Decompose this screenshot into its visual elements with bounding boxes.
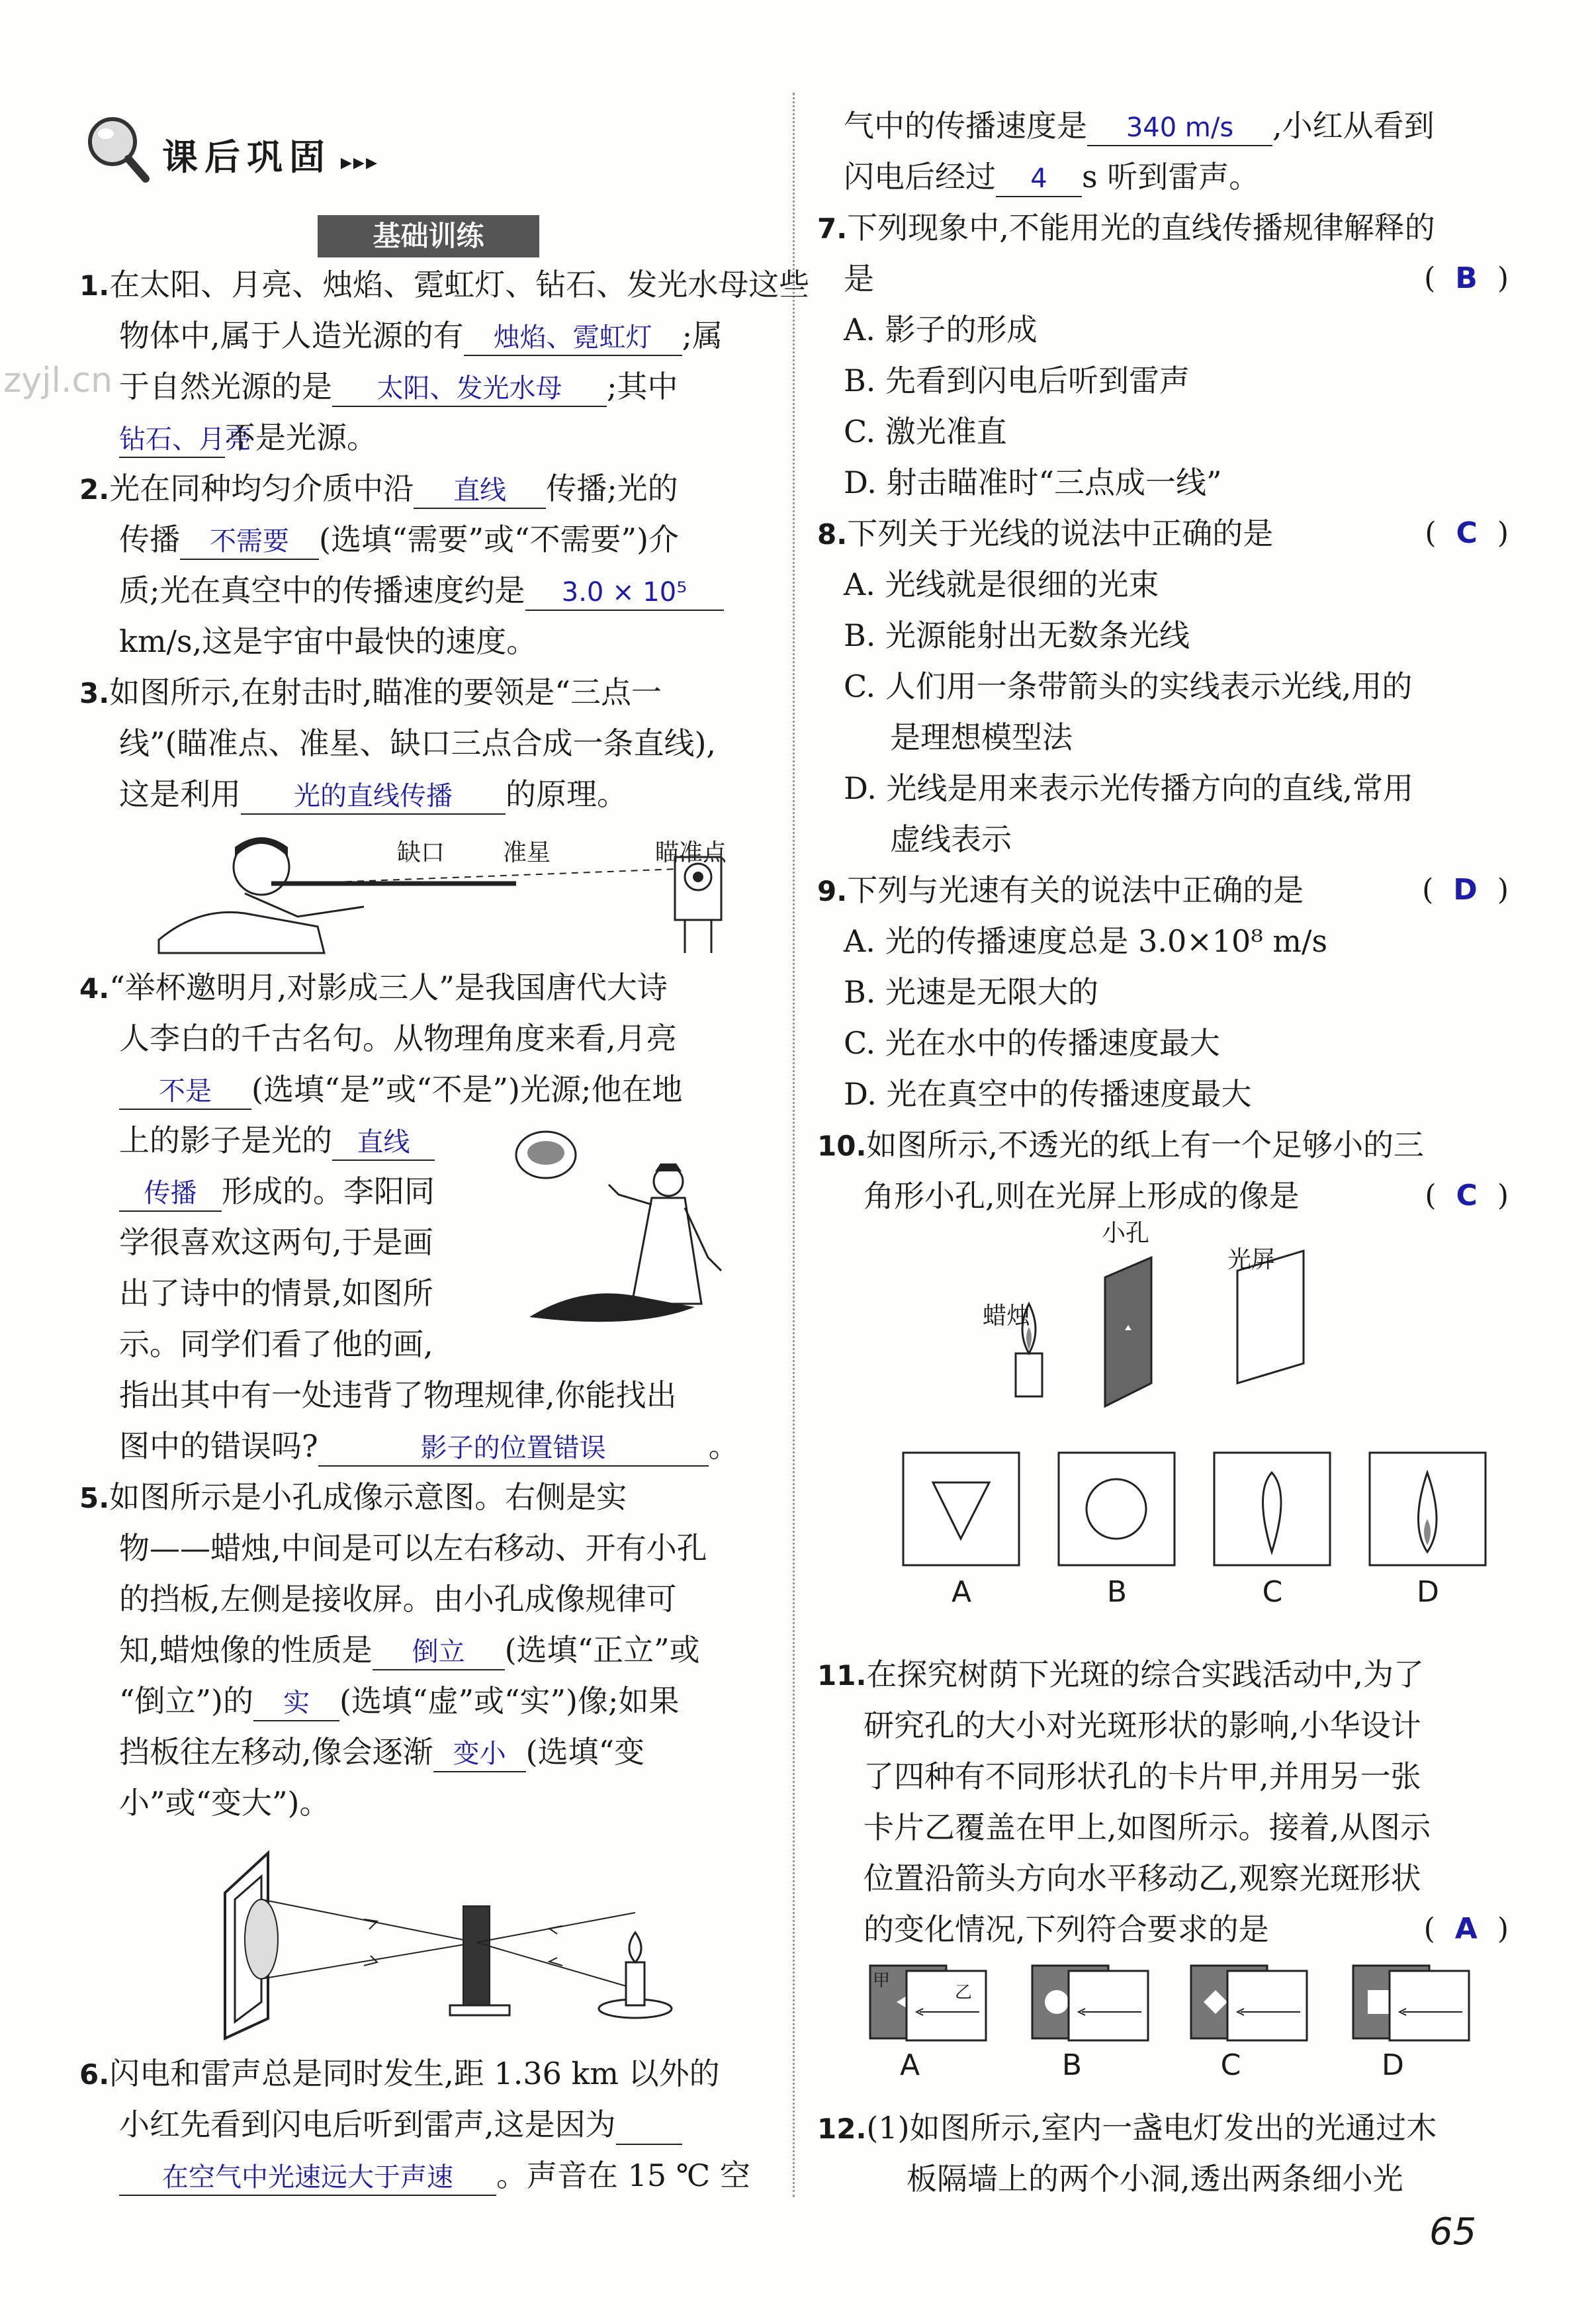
q6-answer-3: 4 [996,161,1082,197]
q6-line2: 小红先看到闪电后听到雷声,这是因为 [119,2105,682,2145]
q5-line1: 5.如图所示是小孔成像示意图。右侧是实 [79,1479,627,1515]
q2-answer-3: 3.0 × 10⁵ [525,575,724,611]
card-label-yi: 乙 [955,1983,973,2003]
q6-line4: 气中的传播速度是 340 m/s ,小红从看到 [844,106,1435,146]
q4-line10: 图中的错误吗? 影子的位置错误 。 [119,1426,739,1467]
q11-line4: 卡片乙覆盖在甲上,如图所示。接着,从图示 [864,1809,1431,1845]
q4-line2: 人李白的千古名句。从物理角度来看,月亮 [119,1021,677,1056]
q4-answer-3: 传播 [119,1176,222,1212]
q5-line6: 挡板往左移动,像会逐渐 变小 (选填“变 [119,1732,644,1772]
q2-line4: km/s,这是宇宙中最快的速度。 [119,623,537,659]
card-label-jia: 甲 [873,1971,891,1991]
q10-label-d: D [1417,1575,1439,1609]
q8-option-d2: 虚线表示 [890,821,1012,857]
q8-option-c2: 是理想模型法 [890,719,1073,755]
q10-label-c: C [1262,1575,1283,1609]
section-badge: 基础训练 [318,215,539,257]
q6-line3: 在空气中光速远大于声速 。声音在 15 ℃ 空 [119,2156,750,2196]
q4-line8: 示。同学们看了他的画, [119,1326,433,1362]
q11-label-c: C [1220,2048,1241,2082]
q11-line2: 研究孔的大小对光斑形状的影响,小华设计 [864,1707,1421,1743]
q5-line5: “倒立”)的 实 (选填“虚”或“实”)像;如果 [119,1681,679,1721]
section-title: 课后巩固 ▸▸▸ [162,136,379,178]
q11-cards [864,1959,1505,2091]
q7-option-b: B. 先看到闪电后听到雷声 [844,363,1190,398]
q2-line3: 质;光在真空中的传播速度约是 3.0 × 10⁵ [119,570,724,611]
q4-line7: 出了诗中的情景,如图所 [119,1275,433,1311]
q5-answer-3: 变小 [433,1737,526,1772]
q11-choice: ( A ) [1423,1912,1509,1946]
fig-label-aim-point: 瞄准点 [655,839,727,866]
q2-answer-1: 直线 [414,473,546,509]
q5-line3: 的挡板,左侧是接收屏。由小孔成像规律可 [119,1581,677,1617]
q2-line2: 传播 不需要 (选填“需要”或“不需要”)介 [119,520,679,560]
q8-option-c1: C. 人们用一条带箭头的实线表示光线,用的 [844,668,1413,704]
q9-line1: 9.下列与光速有关的说法中正确的是 ( D ) [817,870,1509,911]
q3-line2: 线”(瞄准点、准星、缺口三点合成一条直线), [119,725,717,761]
q6-answer-2: 340 m/s [1087,111,1272,146]
q9-option-b: B. 光速是无限大的 [844,974,1099,1010]
fig-label-pinhole: 小孔 [1102,1220,1150,1247]
page-number: 65 [1429,2210,1477,2253]
q7-option-a: A. 影子的形成 [844,312,1038,347]
column-divider [793,93,795,2197]
q8-line1: 8.下列关于光线的说法中正确的是 ( C ) [817,514,1509,555]
q1-answer-2: 太阳、发光水母 [332,371,607,407]
q7-option-d: D. 射击瞄准时“三点成一线” [844,465,1222,500]
q5-line2: 物——蜡烛,中间是可以左右移动、开有小孔 [119,1530,707,1566]
fig-label-screen: 光屏 [1227,1246,1276,1273]
q11-line5: 位置沿箭头方向水平移动乙,观察光斑形状 [864,1860,1421,1896]
q4-answer-2: 直线 [332,1125,435,1161]
q2-line1: 2.光在同种均匀介质中沿 直线 传播;光的 [79,469,678,510]
q9-choice: ( D ) [1422,873,1509,907]
q11-label-d: D [1382,2048,1404,2082]
q2-answer-2: 不需要 [180,524,319,560]
fig-label-candle: 蜡烛 [983,1302,1031,1330]
fig-label-front-sight: 准星 [503,839,551,866]
q11-line6: 的变化情况,下列符合要求的是 ( A ) [864,1909,1509,1949]
q9-option-d: D. 光在真空中的传播速度最大 [844,1076,1252,1112]
q11-line1: 11.在探究树荫下光斑的综合实践活动中,为了 [817,1657,1425,1692]
q6-answer-1: 在空气中光速远大于声速 [119,2160,496,2196]
q10-label-a: A [951,1575,972,1609]
fig-label-notch: 缺口 [397,839,445,866]
q9-option-c: C. 光在水中的传播速度最大 [844,1025,1220,1061]
pinhole-triangle-figure [983,1220,1366,1430]
q5-line7: 小”或“变大”)。 [119,1785,330,1821]
q4-line5: 传播 形成的。李阳同 [119,1171,435,1212]
q6-line1: 6.闪电和雷声总是同时发生,距 1.36 km 以外的 [79,2056,720,2091]
q4-answer-1: 不是 [119,1074,251,1110]
q3-answer-1: 光的直线传播 [241,779,506,815]
q6-line5: 闪电后经过 4 s 听到雷声。 [844,157,1259,197]
q9-option-a: A. 光的传播速度总是 3.0×10⁸ m/s [844,923,1328,959]
q5-line4: 知,蜡烛像的性质是 倒立 (选填“正立”或 [119,1630,700,1670]
q3-line1: 3.如图所示,在射击时,瞄准的要领是“三点一 [79,674,662,710]
q10-label-b: B [1106,1575,1128,1609]
q7-choice: ( B ) [1424,261,1509,295]
q1-answer-1: 烛焰、霓虹灯 [464,320,682,356]
q1-line1: 1.在太阳、月亮、烛焰、霓虹灯、钻石、发光水母这些 [79,267,810,302]
q1-line2: 物体中,属于人造光源的有 烛焰、霓虹灯 ;属 [119,316,723,356]
q11-line3: 了四种有不同形状孔的卡片甲,并用另一张 [864,1758,1421,1794]
q7-line2: 是 ( B ) [844,259,1509,298]
q3-line3: 这是利用 光的直线传播 的原理。 [119,774,627,815]
q1-line3: 于自然光源的是 太阳、发光水母 ;其中 [119,367,678,407]
pinhole-figure [205,1846,682,2045]
q1-line4: 钻石、月亮不是光源。 [119,418,377,458]
moon-poet-figure [503,1118,734,1337]
q10-line1: 10.如图所示,不透光的纸上有一个足够小的三 [817,1127,1425,1163]
q11-label-a: A [899,2048,920,2082]
q4-line1: 4.“举杯邀明月,对影成三人”是我国唐代大诗 [79,970,668,1005]
watermark: zyjl.cn [3,361,113,400]
q4-answer-4: 影子的位置错误 [318,1431,709,1467]
q4-line6: 学很喜欢这两句,于是画 [119,1224,433,1260]
q12-line2: 板隔墙上的两个小洞,透出两条细小光 [907,2161,1403,2197]
shooting-figure [146,827,768,966]
q1-answer-3: 钻石、月亮 [119,422,225,458]
q7-option-c: C. 激光准直 [844,414,1007,449]
q4-line4: 上的影子是光的 直线 [119,1120,435,1161]
q11-label-b: B [1061,2048,1083,2082]
search-icon [85,114,151,189]
q5-answer-1: 倒立 [373,1635,505,1670]
q7-line1: 7.下列现象中,不能用光的直线传播规律解释的 [817,210,1435,246]
q8-choice: ( C ) [1425,516,1509,550]
q8-option-b: B. 光源能射出无数条光线 [844,617,1190,653]
q4-line9: 指出其中有一处违背了物理规律,你能找出 [119,1377,677,1413]
q10-options [897,1446,1505,1618]
q8-option-a: A. 光线就是很细的光束 [844,567,1159,602]
q4-line3: 不是 (选填“是”或“不是”)光源;他在地 [119,1069,682,1110]
q10-line2: 角形小孔,则在光屏上形成的像是 ( C ) [864,1176,1509,1216]
q10-choice: ( C ) [1425,1179,1509,1212]
q8-option-d1: D. 光线是用来表示光传播方向的直线,常用 [844,770,1414,806]
q12-line1: 12.(1)如图所示,室内一盏电灯发出的光通过木 [817,2110,1437,2146]
q5-answer-2: 实 [253,1686,339,1721]
